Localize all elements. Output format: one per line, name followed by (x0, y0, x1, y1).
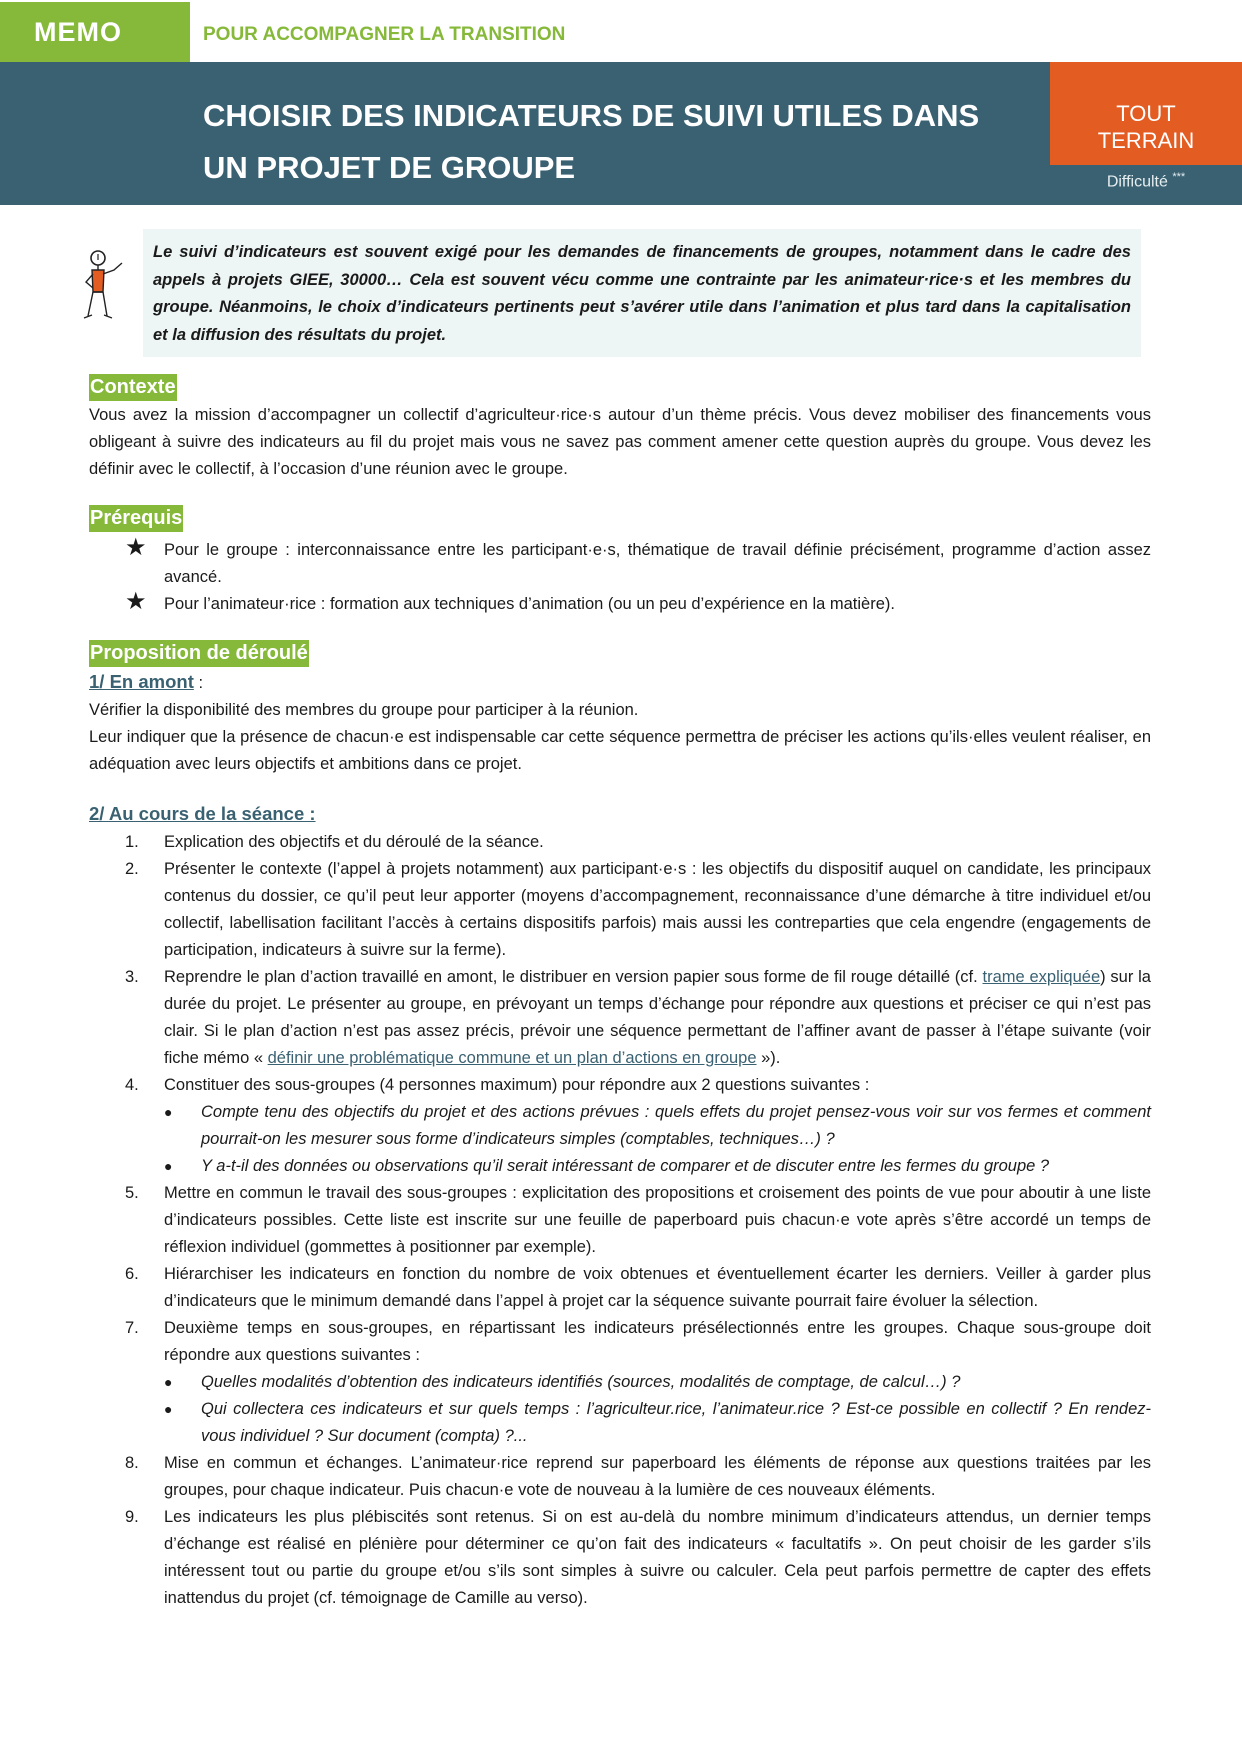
contexte-text: Vous avez la mission d’accompagner un collectif d’agriculteur·rice·s autour d’un thème précis. Vous devez mobiliser des financements vous obligeant à suivre des indicateurs au fil du projet mais vous ne savez pas comment amener cette question auprès du groupe. Vous devez les définir avec le collectif, à l’occasion d’une réunion avec le groupe. (89, 406, 1151, 478)
bullet-dot-icon: ● (164, 1104, 173, 1120)
trame-expliquee-link[interactable]: trame expliquée (982, 968, 1101, 986)
step-item: 9. Les indicateurs les plus plébiscités sont retenus. Si on est au-delà du nombre minimum d’indicateurs attendus, un dernier temps d’échange est réalisé en plénière pour déterminer ce qu’on fait des indicateurs « facultatifs ». On peut choisir de les garder s’ils intéressent tout ou partie du groupe et/ou s’ils sont simples à suivre ou calculer. Cela peut parfois permettre de capter des effets inattendus du projet (cf. témoignage de Camille au verso). (125, 1508, 1151, 1607)
prerequis-item: ★ Pour le groupe : interconnaissance entre les participant·e·s, thématique de travail définie précisément, programme d’action assez avancé. (125, 534, 1151, 586)
bullet-dot-icon: ● (164, 1401, 173, 1417)
amont-colon: : (193, 674, 204, 692)
question-list (164, 1369, 1151, 1450)
bullet-dot-icon: ● (164, 1374, 173, 1390)
question-item: ● Qui collectera ces indicateurs et sur quels temps : l’agriculteur.rice, l’animateur.rice ? Est-ce possible en collectif ? En rendez-vous individuel ? Sur document (compta) ?... (164, 1396, 1151, 1450)
question-item: ● Quelles modalités d’obtention des indicateurs identifiés (sources, modalités de comptage, de calcul…) ? (164, 1369, 1151, 1396)
intro-box (143, 229, 1141, 357)
page-title (203, 90, 979, 194)
tout-terrain-badge (1050, 62, 1242, 165)
badge-line-1: TOUT (1116, 101, 1176, 126)
badge-line-2: TERRAIN (1097, 128, 1195, 153)
title-line-1: CHOISIR DES INDICATEURS DE SUIVI UTILES DANS (203, 98, 980, 133)
question-item: ● Y a-t-il des données ou observations qu’il serait intéressant de comparer et de discuter entre les fermes du groupe ? (164, 1153, 1151, 1180)
amont-heading (89, 668, 1151, 697)
title-line-2: UN PROJET DE GROUPE (203, 150, 576, 185)
section-heading-contexte: Contexte (89, 374, 177, 401)
amont-line: Vérifier la disponibilité des membres du groupe pour participer à la réunion. (89, 701, 639, 719)
star-bullet-icon: ★ (125, 588, 147, 615)
title-banner (0, 62, 1242, 205)
step-item: 2. Présenter le contexte (l’appel à projets notamment) aux participant·e·s : les objectifs du dispositif auquel on candidate, les principaux contenus du dossier, ce qu’il peut leur apporter (moyens d’accompagnement, reconnaissance d’une démarche à titre individuel et/ou collectif, labellisation facilitant l’accès à certains dispositifs parfois) mais aussi les contreparties que cela engendre (engagements de participation, indicateurs à suivre sur la ferme). (125, 860, 1151, 959)
amont-title: 1/ En amont (89, 671, 194, 692)
section-heading-deroule: Proposition de déroulé (89, 640, 309, 667)
step-item: 4. Constituer des sous-groupes (4 personnes maximum) pour répondre aux 2 questions suivantes : ● Compte tenu des objectifs du projet et des actions prévues : quels effets du projet pensez-vous voir sur vos fermes et comment pourrait-on les mesurer sous forme d’indicateurs simples (comptables, techniques…) ? ● Y a-t-il des données ou observations qu’il serait intéressant de comparer et de discuter entre les fermes du groupe ? (89, 1072, 1151, 1180)
question-list (164, 1099, 1151, 1180)
step-item: 6. Hiérarchiser les indicateurs en fonction du nombre de voix obtenues et éventuellement écarter les derniers. Veiller à garder plus d’indicateurs que le minimum demandé dans l’appel à projet car la séquence suivante pourrait faire évoluer la sélection. (125, 1265, 1151, 1310)
difficulty-label: Difficulté (1106, 173, 1168, 191)
top-bar (0, 0, 1242, 62)
question-item: ● Compte tenu des objectifs du projet et des actions prévues : quels effets du projet pensez-vous voir sur vos fermes et comment pourrait-on les mesurer sous forme d’indicateurs simples (comptables, techniques…) ? (164, 1099, 1151, 1153)
problematique-commune-link[interactable]: définir une problématique commune et un plan d’actions en groupe (267, 1049, 757, 1067)
intro-text: Le suivi d’indicateurs est souvent exigé pour les demandes de financements de groupes, notamment dans le cadre des appels à projets GIEE, 30000… Cela est souvent vécu comme une contrainte par les animateur·rice·s et les membres du groupe. Néanmoins, le choix d’indicateurs pertinents peut s’avérer utile dans l’animation et plus tard dans la capitalisation et la diffusion des résultats du projet. (153, 243, 1131, 344)
stick-figure-pointing-icon (82, 248, 128, 324)
step-item: 8. Mise en commun et échanges. L’animateur·rice reprend sur paperboard les éléments de réponse aux questions traitées par les groupes, pour chaque indicateur. Puis chacun·e vote de nouveau à la lumière de ces nouveaux éléments. (125, 1454, 1151, 1499)
bullet-dot-icon: ● (164, 1158, 173, 1174)
star-bullet-icon: ★ (125, 534, 147, 561)
seance-steps (89, 829, 1151, 1612)
section-heading-prerequis: Prérequis (89, 505, 183, 532)
step-item: 5. Mettre en commun le travail des sous-groupes : explicitation des propositions et croisement des points de vue pour aboutir à une liste d’indicateurs possibles. Cette liste est inscrite sur une feuille de paperboard puis chacun·e vote après s’être accordé un temps de réflexion individuel (gommettes à positionner par exemple). (125, 1184, 1151, 1256)
memo-tab: MEMO (0, 2, 190, 62)
prerequis-item: ★ Pour l’animateur·rice : formation aux techniques d’animation (ou un peu d’expérience en la matière). (125, 588, 895, 615)
amont-line: Leur indiquer que la présence de chacun·e est indispensable car cette séquence permettra de préciser les actions qu’ils·elles veulent réaliser, en adéquation avec leurs objectifs et ambitions dans ce projet. (89, 728, 1151, 773)
series-subtitle: POUR ACCOMPAGNER LA TRANSITION (203, 24, 566, 45)
difficulty-rating (1050, 166, 1242, 191)
difficulty-stars: *** (1172, 171, 1186, 183)
prerequis-list (89, 534, 1151, 618)
step-item: 3. Reprendre le plan d’action travaillé en amont, le distribuer en version papier sous forme de fil rouge détaillé (cf. trame expliquée) sur la durée du projet. Le présenter au groupe, en prévoyant un temps d’échange pour répondre aux questions et préciser ce qui n’est pas clair. Si le plan d’action n’est pas assez précis, prévoir une séquence permettant de l’affiner avant de passer à l’étape suivante (voir fiche mémo « définir une problématique commune et un plan d’actions en groupe »). (125, 968, 1151, 1067)
step-item: 1. Explication des objectifs et du déroulé de la séance. (125, 833, 544, 851)
main-content (89, 374, 1151, 1612)
step-item: 7. Deuxième temps en sous-groupes, en répartissant les indicateurs présélectionnés entre les groupes. Chaque sous-groupe doit répondre aux questions suivantes : ● Quelles modalités d’obtention des indicateurs identifiés (sources, modalités de comptage, de calcul…) ? ● Qui collectera ces indicateurs et sur quels temps : l’agriculteur.rice, l’animateur.rice ? Est-ce possible en collectif ? En rendez-vous individuel ? Sur document (compta) ?... (89, 1315, 1151, 1450)
seance-title: 2/ Au cours de la séance : (89, 803, 316, 824)
